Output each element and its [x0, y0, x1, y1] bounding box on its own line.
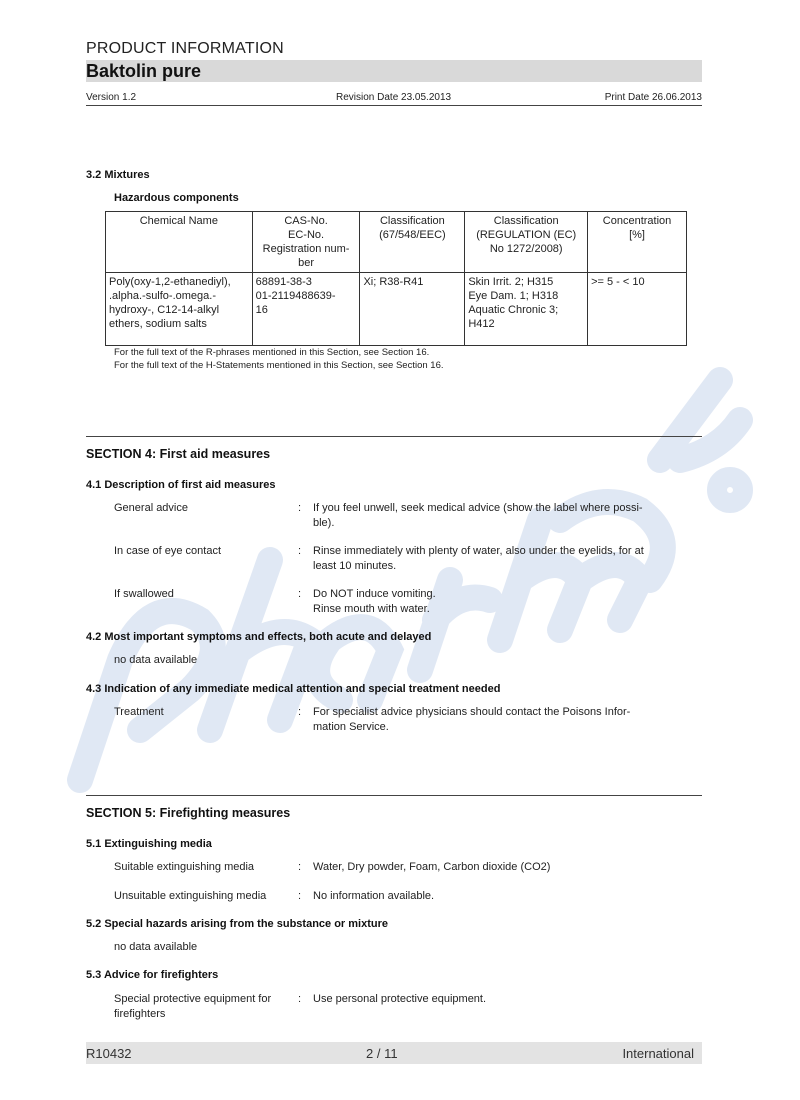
protective-equipment-value: Use personal protective equipment.	[313, 993, 487, 1005]
treatment-label: Treatment	[114, 706, 164, 718]
s52-heading: 5.2 Special hazards arising from the substance or mixture	[86, 918, 388, 930]
document-code: R10432	[86, 1046, 132, 1061]
header-rule	[86, 105, 702, 106]
colon-separator: :	[298, 545, 302, 557]
cell-cas-no: 68891-38-3 01-2119488639- 16	[252, 273, 360, 346]
eye-contact-value: Rinse immediately with plenty of water, also under the eyelids, for at least 10 minutes.	[313, 545, 644, 572]
h-statements-note: For the full text of the H-Statements mentioned in this Section, see Section 16.	[114, 360, 444, 371]
s43-heading: 4.3 Indication of any immediate medical attention and special treatment needed	[86, 683, 501, 695]
general-advice-label: General advice	[114, 502, 188, 514]
treatment-value: For specialist advice physicians should contact the Poisons Infor- mation Service.	[313, 706, 631, 733]
s42-heading: 4.2 Most important symptoms and effects, both acute and delayed	[86, 631, 432, 643]
section4-rule	[86, 436, 702, 437]
if-swallowed-value: Do NOT induce vomiting. Rinse mouth with water.	[313, 588, 436, 615]
if-swallowed-label: If swallowed	[114, 588, 174, 600]
colon-separator: :	[298, 706, 302, 718]
print-date: Print Date 26.06.2013	[604, 92, 702, 103]
suitable-media-value: Water, Dry powder, Foam, Carbon dioxide (CO2)	[313, 861, 551, 873]
revision-date: Revision Date 23.05.2013	[336, 92, 452, 103]
header-classification-regulation: Classification (REGULATION (EC) No 1272/2008)	[465, 212, 588, 273]
suitable-media-label: Suitable extinguishing media	[114, 861, 255, 873]
version-label: Version 1.2	[86, 92, 137, 103]
section5-title: SECTION 5: Firefighting measures	[86, 806, 291, 820]
header-classification-eec: Classification (67/548/EEC)	[360, 212, 465, 273]
hazardous-components-table	[105, 211, 687, 346]
s42-text: no data available	[114, 654, 198, 666]
hazardous-components-heading: Hazardous components	[114, 192, 239, 204]
s51-heading: 5.1 Extinguishing media	[86, 838, 212, 850]
eye-contact-label: In case of eye contact	[114, 545, 222, 557]
general-advice-value: If you feel unwell, seek medical advice (show the label where possi- ble).	[313, 502, 643, 529]
header-concentration: Concentration [%]	[588, 212, 687, 273]
cell-classification-eec: Xi; R38-R41	[360, 273, 465, 346]
cell-concentration: >= 5 - < 10	[588, 273, 687, 346]
section4-title: SECTION 4: First aid measures	[86, 447, 271, 461]
colon-separator: :	[298, 890, 302, 902]
colon-separator: :	[298, 502, 302, 514]
s52-text: no data available	[114, 941, 198, 953]
protective-equipment-label: Special protective equipment for firefighters	[114, 993, 272, 1020]
section5-rule	[86, 795, 702, 796]
document-type-title: PRODUCT INFORMATION	[86, 40, 284, 57]
cell-classification-regulation: Skin Irrit. 2; H315 Eye Dam. 1; H318 Aquatic Chronic 3; H412	[465, 273, 588, 346]
unsuitable-media-label: Unsuitable extinguishing media	[114, 890, 267, 902]
header-cas-no: CAS-No. EC-No. Registration num- ber	[252, 212, 360, 273]
table-header-row	[106, 212, 687, 273]
page-number: 2 / 11	[366, 1046, 398, 1061]
s53-heading: 5.3 Advice for firefighters	[86, 969, 219, 981]
colon-separator: :	[298, 861, 302, 873]
unsuitable-media-value: No information available.	[313, 890, 435, 902]
s41-heading: 4.1 Description of first aid measures	[86, 479, 276, 491]
product-name: Baktolin pure	[86, 61, 202, 81]
r-phrases-note: For the full text of the R-phrases mentioned in this Section, see Section 16.	[114, 347, 430, 358]
table-row	[106, 273, 687, 346]
header-chemical-name: Chemical Name	[106, 212, 253, 273]
cell-chemical-name: Poly(oxy-1,2-ethanediyl), .alpha.-sulfo-.omega.- hydroxy-, C12-14-alkyl ethers, sodium salts	[106, 273, 253, 346]
colon-separator: :	[298, 588, 302, 600]
colon-separator: :	[298, 993, 302, 1005]
region-label: International	[622, 1046, 694, 1061]
mixtures-heading: 3.2 Mixtures	[86, 169, 150, 181]
